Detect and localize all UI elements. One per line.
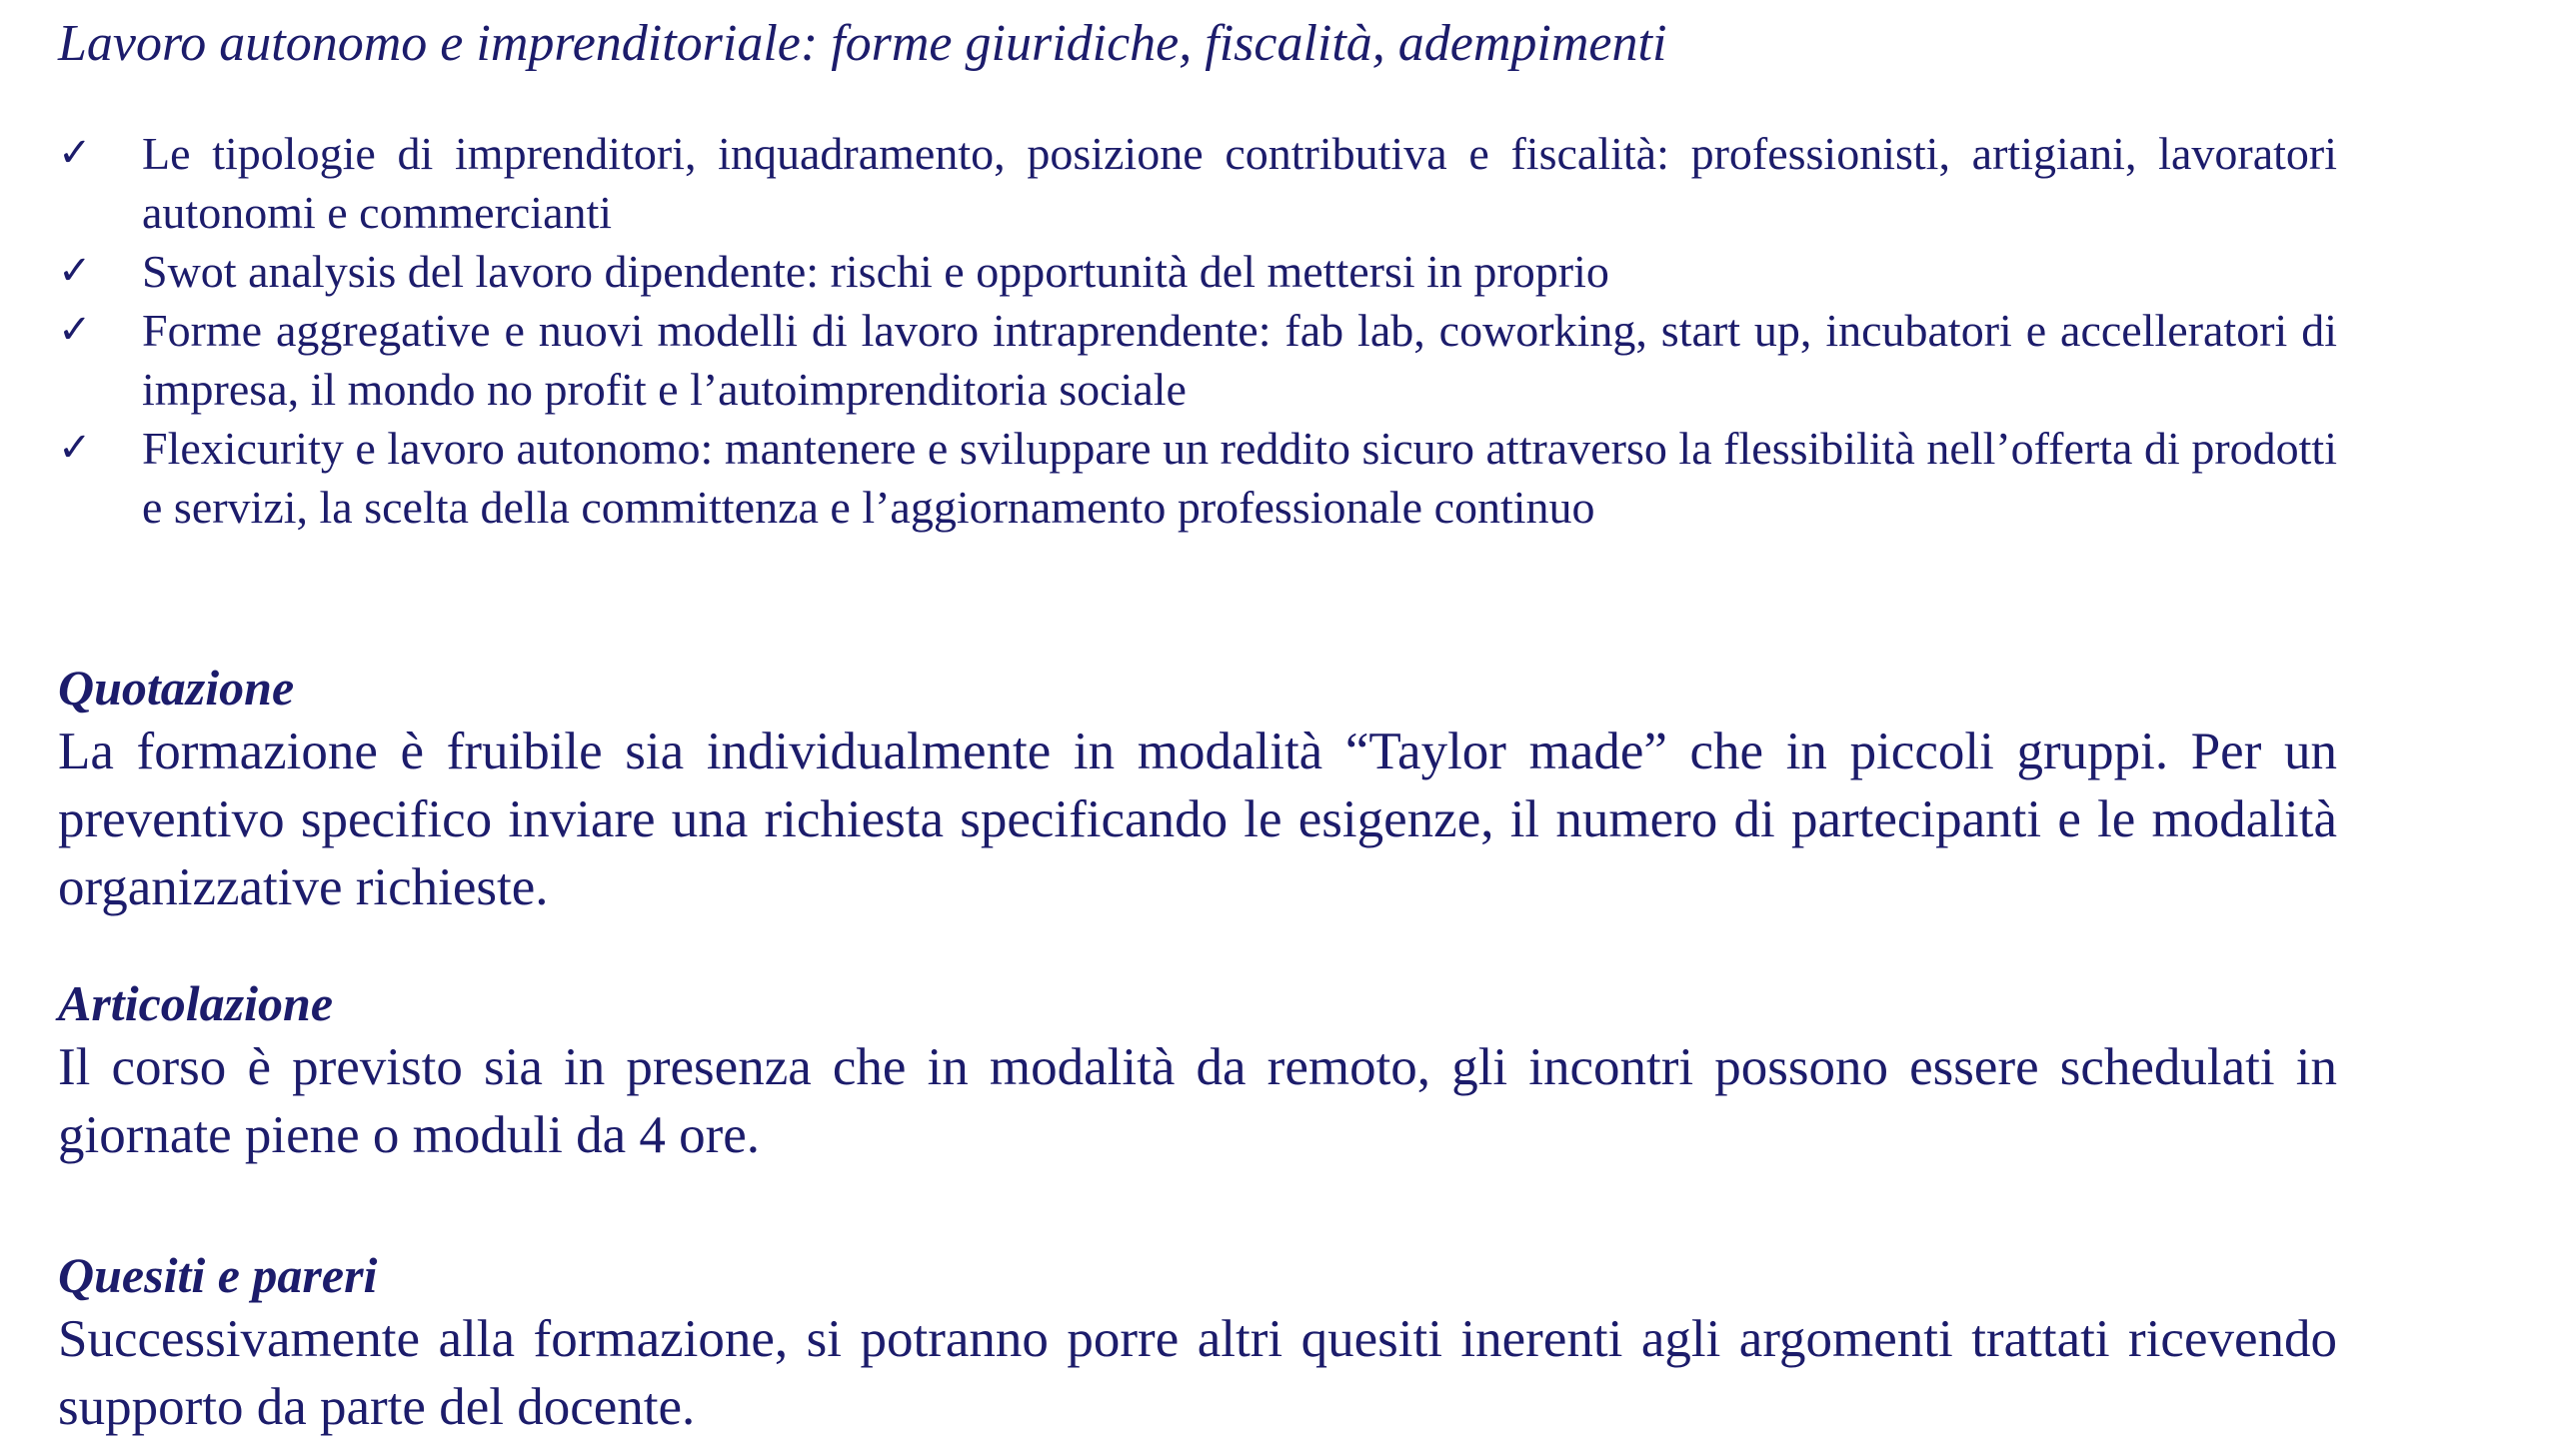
section-heading: Quesiti e pareri bbox=[58, 1247, 378, 1303]
section-heading: Quotazione bbox=[58, 660, 295, 716]
course-title: Lavoro autonomo e imprenditoriale: forme giuridiche, fiscalità, adempimenti bbox=[58, 15, 1667, 72]
section-articolazione bbox=[58, 973, 2337, 1169]
section-body: Successivamente alla formazione, si potranno porre altri quesiti inerenti agli argomenti trattati ricevendo supporto da parte del docente. bbox=[58, 1310, 2337, 1436]
topic-text: Le tipologie di imprenditori, inquadramento, posizione contributiva e fiscalità: professionisti, artigiani, lavoratori autonomi e commercianti bbox=[142, 128, 2337, 238]
section-body: La formazione è fruibile sia individualmente in modalità “Taylor made” che in piccoli gruppi. Per un preventivo specifico inviare una richiesta specificando le esigenze, il numero di partecipanti e le modalità organizzative richieste. bbox=[58, 723, 2337, 916]
section-heading: Articolazione bbox=[58, 975, 334, 1031]
section-body: Il corso è previsto sia in presenza che in modalità da remoto, gli incontri possono essere schedulati in giornate piene o moduli da 4 ore. bbox=[58, 1038, 2337, 1164]
topic-item-flexicurity bbox=[58, 419, 2337, 537]
check-icon: ✓ bbox=[58, 307, 92, 353]
topic-item-aggregative-models bbox=[58, 301, 2337, 419]
section-quotazione bbox=[58, 658, 2337, 921]
topics-list bbox=[58, 124, 2337, 537]
topic-text: Flexicurity e lavoro autonomo: mantenere e sviluppare un reddito sicuro attraverso la flessibilità nell’offerta di prodotti e servizi, la scelta della committenza e l’aggiornamento professionale continuo bbox=[142, 423, 2337, 533]
section-quesiti-pareri bbox=[58, 1245, 2337, 1441]
topic-text: Forme aggregative e nuovi modelli di lavoro intraprendente: fab lab, coworking, start up, incubatori e accelleratori di impresa, il mondo no profit e l’autoimprenditoria sociale bbox=[142, 305, 2337, 415]
topic-item-legal-forms bbox=[58, 124, 2337, 242]
topic-text: Swot analysis del lavoro dipendente: rischi e opportunità del mettersi in proprio bbox=[142, 246, 1609, 297]
check-icon: ✓ bbox=[58, 130, 92, 176]
check-icon: ✓ bbox=[58, 248, 92, 294]
topic-item-swot bbox=[58, 242, 2337, 301]
check-icon: ✓ bbox=[58, 425, 92, 471]
